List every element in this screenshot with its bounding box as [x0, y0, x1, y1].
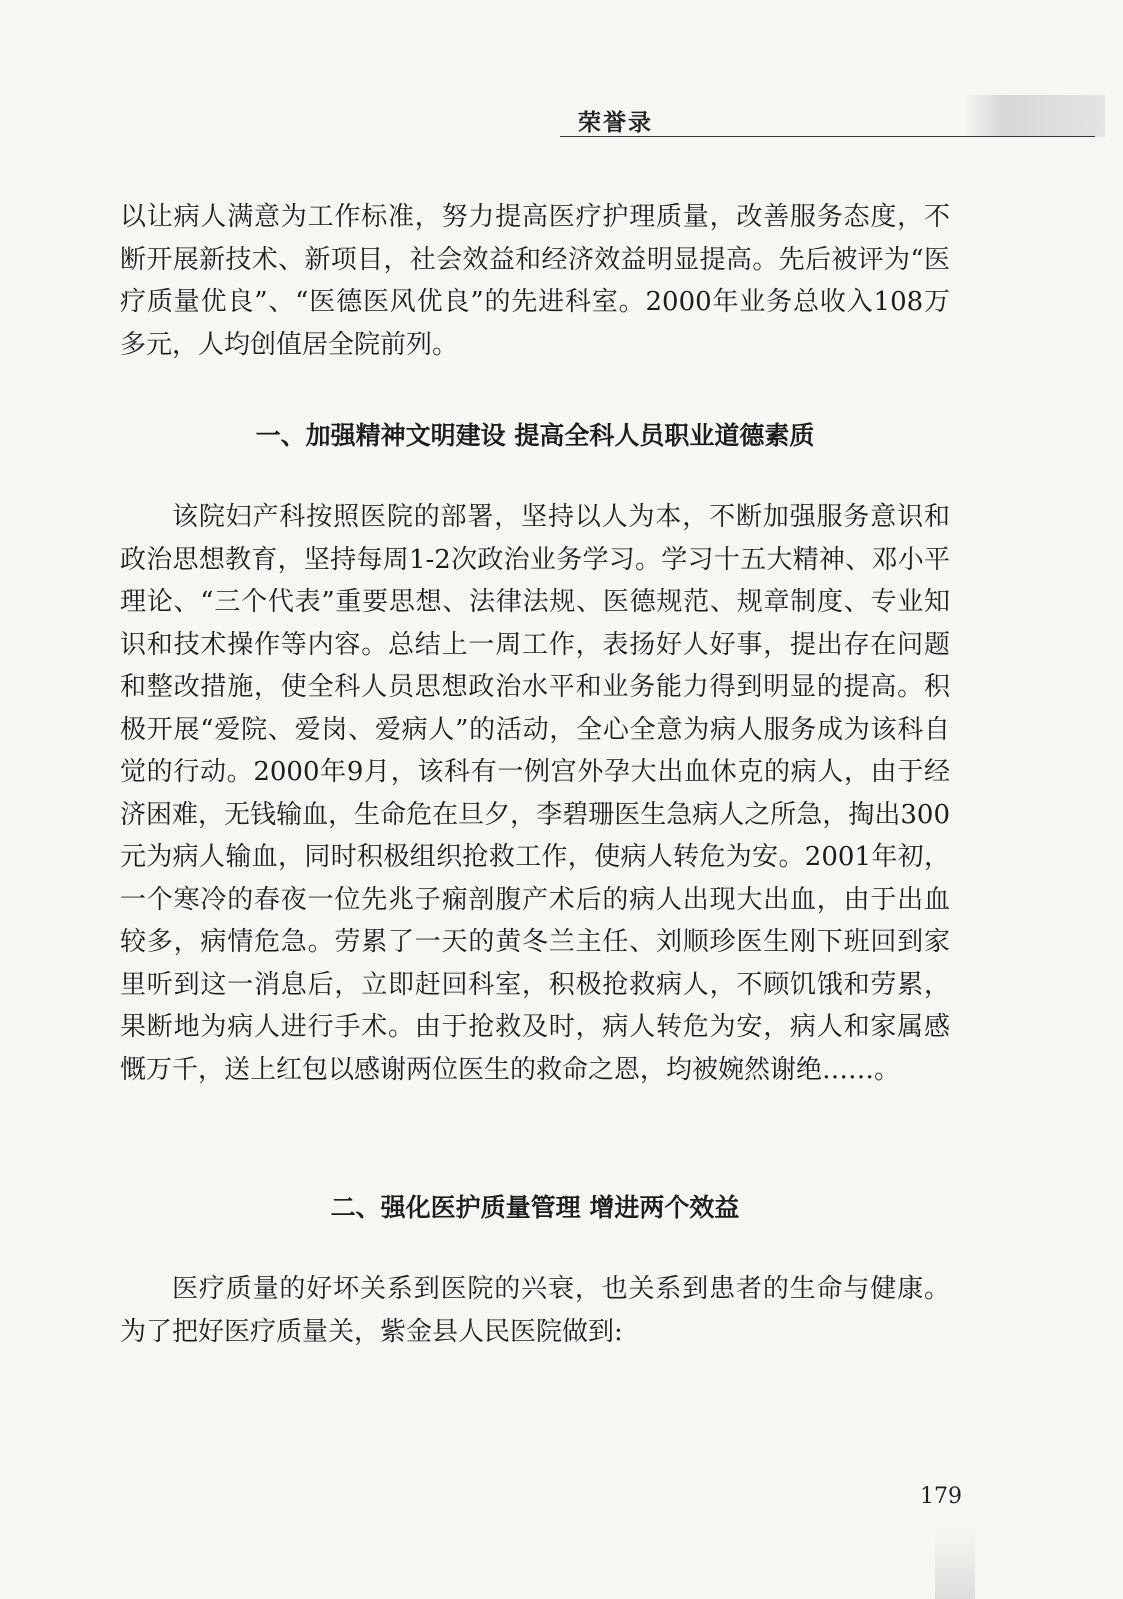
paragraph-1: 以让病人满意为工作标准，努力提高医疗护理质量，改善服务态度，不断开展新技术、新项目，社会效益和经济效益明显提高。先后被评为“医疗质量优良”、“医德医风优良”的先进科室。2000年业务总收入108万多元，人均创值居全院前列。 [120, 202, 950, 360]
header-title: 荣誉录 [578, 110, 653, 136]
scan-shadow-bottom [935, 1530, 975, 1599]
section-heading-1: 一、加强精神文明建设 提高全科人员职业道德素质 [255, 421, 815, 450]
paragraph-3: 医疗质量的好坏关系到医院的兴衰，也关系到患者的生命与健康。为了把好医疗质量关，紫金县人民医院做到: [120, 1274, 950, 1347]
header-rule [560, 136, 1095, 137]
running-header [560, 104, 1100, 140]
page-number: 179 [920, 1484, 962, 1509]
section-heading-2: 二、强化医护质量管理 增进两个效益 [330, 1193, 740, 1222]
paragraph-2: 该院妇产科按照医院的部署，坚持以人为本，不断加强服务意识和政治思想教育，坚持每周1-2次政治业务学习。学习十五大精神、邓小平理论、“三个代表”重要思想、法律法规、医德规范、规章制度、专业知识和技术操作等内容。总结上一周工作，表扬好人好事，提出存在问题和整改措施，使全科人员思想政治水平和业务能力得到明显的提高。积极开展“爱院、爱岗、爱病人”的活动，全心全意为病人服务成为该科自觉的行动。2000年9月，该科有一例宫外孕大出血休克的病人，由于经济困难，无钱输血，生命危在旦夕，李碧珊医生急病人之所急，掏出300元为病人输血，同时积极组织抢救工作，使病人转危为安。2001年初，一个寒冷的春夜一位先兆子痫剖腹产术后的病人出现大出血，由于出血较多，病情危急。劳累了一天的黄冬兰主任、刘顺珍医生刚下班回到家里听到这一消息后，立即赶回科室，积极抢救病人，不顾饥饿和劳累，果断地为病人进行手术。由于抢救及时，病人转危为安，病人和家属感慨万千，送上红包以感谢两位医生的救命之恩，均被婉然谢绝……。 [120, 502, 950, 1085]
